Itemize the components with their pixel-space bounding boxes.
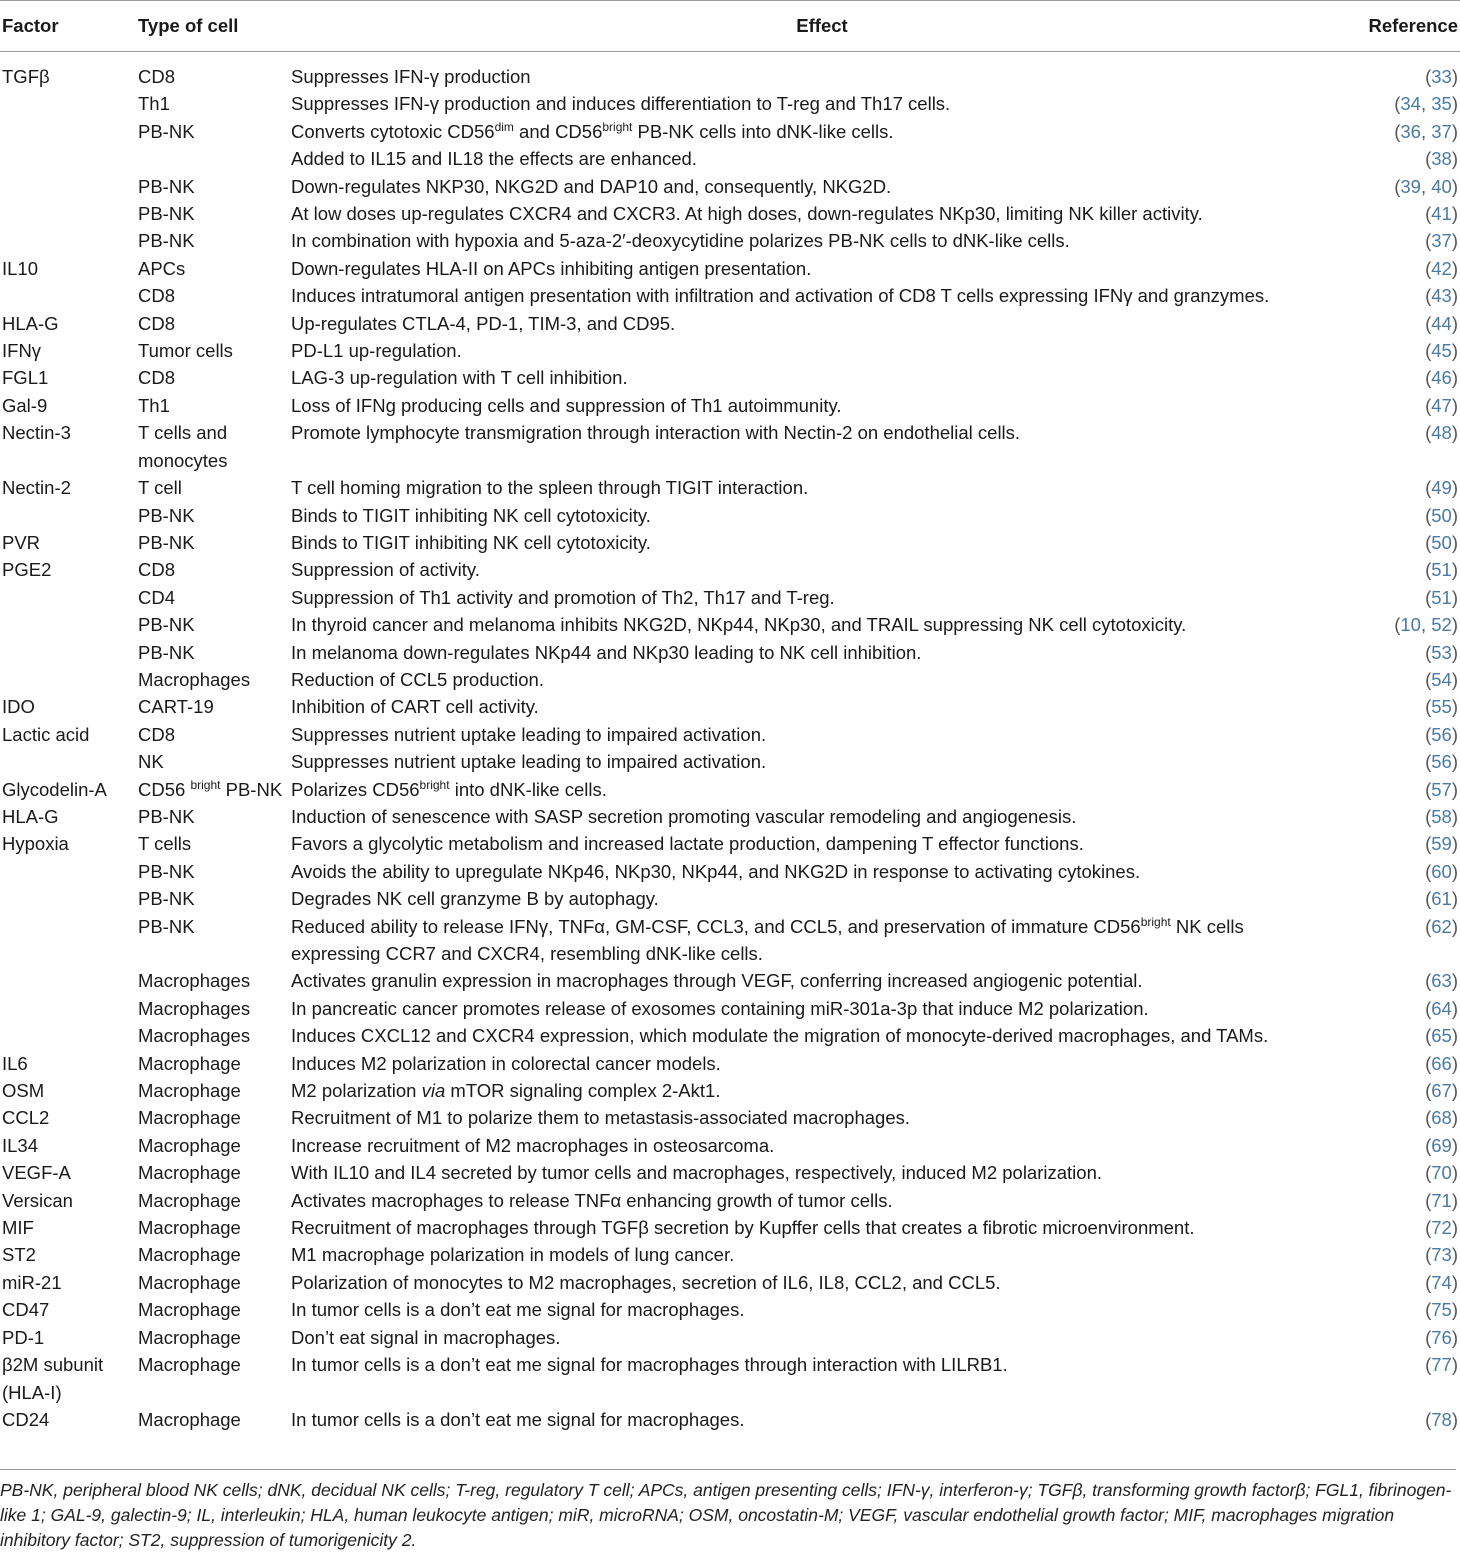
reference-link[interactable]: 68: [1431, 1107, 1452, 1129]
reference-link[interactable]: 57: [1431, 778, 1452, 800]
factor-cell: Lactic acid: [2, 723, 90, 745]
reference-cell: (67): [1425, 1080, 1458, 1102]
reference-link[interactable]: 38: [1431, 148, 1452, 170]
reference-link[interactable]: 45: [1431, 340, 1452, 362]
table-row: [0, 1406, 1460, 1438]
reference-cell: (51): [1425, 559, 1458, 581]
reference-cell: (56): [1425, 751, 1458, 773]
table-row: [0, 803, 1460, 830]
table-row: [0, 173, 1460, 200]
cell-type-cell: CD56 $^{bright}$ PB-NK: [138, 777, 283, 800]
effect-cell: PD-L1 up-regulation.: [291, 340, 462, 362]
factor-cell: IDO: [2, 696, 35, 718]
cell-type-cell: Macrophages: [138, 1025, 251, 1047]
reference-link[interactable]: 53: [1431, 641, 1452, 663]
factor-cell: TGFβ: [2, 66, 50, 87]
effect-cell: Converts cytotoxic $CD56^{dim}$ and $CD56^{bright}$ PB-NK cells into dNK-like cells.: [291, 119, 894, 142]
factor-cell: [0, 1022, 138, 1049]
reference-link[interactable]: 71: [1431, 1189, 1452, 1211]
table-row: [0, 1351, 1460, 1406]
cell-type-cell: CD8: [138, 723, 176, 745]
effect-cell: Suppresses IFN-γ production: [291, 66, 531, 87]
reference-cell: (59): [1425, 833, 1458, 855]
factor-cell: FGL1: [2, 367, 49, 389]
cell-type-cell: Th1: [138, 394, 170, 416]
table-row: [0, 63, 1460, 90]
reference-link[interactable]: 69: [1431, 1134, 1452, 1156]
cell-type-cell: CD8: [138, 312, 176, 334]
reference-cell: (72): [1425, 1217, 1458, 1239]
cell-type-cell: PB-NK: [138, 860, 195, 882]
reference-link[interactable]: 52: [1431, 614, 1452, 636]
cell-type-cell: PB-NK: [138, 614, 195, 636]
reference-cell: (77): [1425, 1354, 1458, 1376]
table-row: [0, 611, 1460, 638]
header-effect: Effect: [291, 1, 1353, 52]
effect-cell: Don’t eat signal in macrophages.: [291, 1326, 561, 1348]
factor-cell: [0, 584, 138, 611]
factor-cell: CCL2: [2, 1107, 50, 1129]
table-row: [0, 967, 1460, 994]
cell-type-cell: [138, 145, 291, 172]
reference-cell: (53): [1425, 641, 1458, 663]
reference-cell: (54): [1425, 668, 1458, 690]
cell-type-cell: Macrophage: [138, 1052, 241, 1074]
table-row: [0, 858, 1460, 885]
table-row: [0, 1187, 1460, 1214]
reference-link[interactable]: 49: [1431, 477, 1452, 499]
effect-cell: In melanoma down-regulates NKp44 and NKp30 leading to NK cell inhibition.: [291, 641, 922, 663]
reference-link[interactable]: 63: [1431, 970, 1452, 992]
effect-cell: LAG-3 up-regulation with T cell inhibition.: [291, 367, 628, 389]
reference-link[interactable]: 70: [1431, 1162, 1452, 1184]
effect-cell: Up-regulates CTLA-4, PD-1, TIM-3, and CD95.: [291, 312, 676, 334]
table-row: [0, 1104, 1460, 1131]
reference-cell: (75): [1425, 1299, 1458, 1321]
reference-cell: (68): [1425, 1107, 1458, 1129]
effect-cell: In tumor cells is a don’t eat me signal for macrophages.: [291, 1408, 745, 1430]
reference-link[interactable]: 77: [1431, 1354, 1452, 1376]
reference-cell: (38): [1425, 148, 1458, 170]
factor-cell: IL34: [2, 1134, 39, 1156]
table-row: [0, 419, 1460, 474]
reference-link[interactable]: 39: [1400, 175, 1421, 197]
reference-link[interactable]: 56: [1431, 723, 1452, 745]
cell-type-cell: T cell: [138, 477, 182, 499]
cell-type-cell: CART-19: [138, 696, 214, 718]
table-row: [0, 556, 1460, 583]
factor-cell: HLA-G: [2, 312, 59, 334]
cell-type-cell: CD8: [138, 559, 176, 581]
reference-link[interactable]: 76: [1431, 1326, 1452, 1348]
cell-type-cell: CD4: [138, 586, 176, 608]
spacer-row: [0, 52, 1460, 64]
factor-cell: ST2: [2, 1244, 36, 1266]
factor-cell: [0, 502, 138, 529]
effect-cell: In tumor cells is a don’t eat me signal for macrophages through interaction with LILRB1.: [291, 1354, 1008, 1376]
reference-link[interactable]: 62: [1431, 915, 1452, 937]
factor-cell: [0, 885, 138, 912]
cell-type-cell: Macrophage: [138, 1244, 241, 1266]
table-row: [0, 474, 1460, 501]
effect-cell: Down-regulates HLA-II on APCs inhibiting antigen presentation.: [291, 257, 812, 279]
reference-link[interactable]: 51: [1431, 559, 1452, 581]
factor-cell: [0, 858, 138, 885]
reference-cell: (74): [1425, 1271, 1458, 1293]
reference-cell: (33): [1425, 66, 1458, 87]
effect-cell: In combination with hypoxia and 5-aza-2′-deoxycytidine polarizes PB-NK cells to dNK-like cells.: [291, 230, 1070, 252]
factor-cell: [0, 90, 138, 117]
header-reference: Reference: [1353, 1, 1460, 52]
effect-cell: Reduced ability to release IFNγ, TNFα, GM-CSF, CCL3, and CCL5, and preservation of immature $CD56^{bright}$ NK cells expressing CCR7 and CXCR4, resembling dNK-like cells.: [291, 914, 1244, 964]
reference-link[interactable]: 36: [1400, 120, 1421, 142]
factor-cell: [0, 639, 138, 666]
reference-link[interactable]: 42: [1431, 257, 1452, 279]
reference-cell: (65): [1425, 1025, 1458, 1047]
cell-type-cell: CD8: [138, 66, 176, 87]
effect-cell: Binds to TIGIT inhibiting NK cell cytotoxicity.: [291, 531, 651, 553]
table-row: [0, 1022, 1460, 1049]
reference-cell: (63): [1425, 970, 1458, 992]
factor-cell: OSM: [2, 1080, 45, 1102]
factor-cell: PVR: [2, 531, 41, 553]
factor-cell: [0, 913, 138, 968]
reference-cell: (55): [1425, 696, 1458, 718]
factor-cell: CD47: [2, 1299, 50, 1321]
reference-cell: (49): [1425, 477, 1458, 499]
effect-cell: Avoids the ability to upregulate NKp46, NKp30, NKp44, and NKG2D in response to activating cytokines.: [291, 860, 1141, 882]
reference-cell: (43): [1425, 285, 1458, 307]
reference-cell: (64): [1425, 997, 1458, 1019]
cell-type-cell: Macrophage: [138, 1217, 241, 1239]
factor-cell: IL6: [2, 1052, 28, 1074]
table-row: [0, 337, 1460, 364]
reference-link[interactable]: 55: [1431, 696, 1452, 718]
cell-type-cell: Macrophage: [138, 1162, 241, 1184]
cell-type-cell: PB-NK: [138, 888, 195, 910]
cell-type-cell: PB-NK: [138, 504, 195, 526]
reference-link[interactable]: 50: [1431, 504, 1452, 526]
reference-link[interactable]: 78: [1431, 1408, 1452, 1430]
effect-cell: At low doses up-regulates CXCR4 and CXCR3. At high doses, down-regulates NKp30, limiting NK killer activity.: [291, 203, 1203, 225]
cell-type-cell: Macrophage: [138, 1134, 241, 1156]
table-row: [0, 721, 1460, 748]
factor-cell: [0, 611, 138, 638]
factor-cell: CD24: [2, 1408, 50, 1430]
reference-cell: (61): [1425, 888, 1458, 910]
effect-cell: Activates macrophages to release TNFα enhancing growth of tumor cells.: [291, 1189, 893, 1211]
effect-cell: Induces CXCL12 and CXCR4 expression, which modulate the migration of monocyte-derived macrophages, and TAMs.: [291, 1025, 1269, 1047]
reference-cell: (42): [1425, 257, 1458, 279]
effect-cell: Suppression of activity.: [291, 559, 480, 581]
reference-link[interactable]: 74: [1431, 1271, 1452, 1293]
effect-cell: Induces intratumoral antigen presentation with infiltration and activation of CD8 T cells expressing IFNγ and granzymes.: [291, 285, 1270, 307]
factor-cell: IFNγ: [2, 340, 42, 362]
effect-cell: Recruitment of macrophages through TGFβ secretion by Kupffer cells that creates a fibrotic microenvironment.: [291, 1217, 1195, 1239]
effect-cell: In tumor cells is a don’t eat me signal for macrophages.: [291, 1299, 745, 1321]
table-row: [0, 995, 1460, 1022]
table-row: [0, 748, 1460, 775]
cell-type-cell: Macrophage: [138, 1354, 241, 1376]
reference-link[interactable]: 34: [1400, 93, 1421, 115]
effect-cell: With IL10 and IL4 secreted by tumor cells and macrophages, respectively, induced M2 polarization.: [291, 1162, 1103, 1184]
effect-cell: Induces M2 polarization in colorectal cancer models.: [291, 1052, 721, 1074]
factor-cell: [0, 145, 138, 172]
effect-cell: Suppresses nutrient uptake leading to impaired activation.: [291, 723, 767, 745]
reference-link[interactable]: 33: [1431, 66, 1452, 87]
factor-cell: Glycodelin-A: [2, 778, 107, 800]
cell-type-cell: Macrophage: [138, 1107, 241, 1129]
reference-link[interactable]: 66: [1431, 1052, 1452, 1074]
effect-cell: Polarization of monocytes to M2 macrophages, secretion of IL6, IL8, CCL2, and CCL5.: [291, 1271, 1001, 1293]
cell-type-cell: Tumor cells: [138, 340, 233, 362]
factor-cell: [0, 173, 138, 200]
reference-link[interactable]: 72: [1431, 1217, 1452, 1239]
effect-cell: Reduction of CCL5 production.: [291, 668, 544, 690]
header-factor: Factor: [0, 1, 138, 52]
effect-cell: Polarizes $CD56^{bright}$ into dNK-like cells.: [291, 777, 607, 800]
reference-link[interactable]: 64: [1431, 997, 1452, 1019]
table-row: [0, 1159, 1460, 1186]
reference-cell: (78): [1425, 1408, 1458, 1430]
cell-type-cell: PB-NK: [138, 641, 195, 663]
effect-cell: Binds to TIGIT inhibiting NK cell cytotoxicity.: [291, 504, 651, 526]
effect-cell: M1 macrophage polarization in models of lung cancer.: [291, 1244, 735, 1266]
table-row: [0, 502, 1460, 529]
effect-cell: Degrades NK cell granzyme B by autophagy.: [291, 888, 659, 910]
effect-cell: M2 polarization via mTOR signaling complex 2-Akt1.: [291, 1080, 721, 1102]
reference-link[interactable]: 65: [1431, 1025, 1452, 1047]
reference-cell: (69): [1425, 1134, 1458, 1156]
reference-link[interactable]: 61: [1431, 888, 1452, 910]
cell-type-cell: Macrophage: [138, 1408, 241, 1430]
cell-type-cell: Macrophage: [138, 1189, 241, 1211]
reference-cell: (70): [1425, 1162, 1458, 1184]
factor-cell: [0, 227, 138, 254]
cell-type-cell: Macrophage: [138, 1271, 241, 1293]
reference-link[interactable]: 73: [1431, 1244, 1452, 1266]
factor-cell: [0, 995, 138, 1022]
reference-link[interactable]: 67: [1431, 1080, 1452, 1102]
reference-cell: (51): [1425, 586, 1458, 608]
reference-cell: (58): [1425, 805, 1458, 827]
reference-cell: (50): [1425, 504, 1458, 526]
reference-cell: (45): [1425, 340, 1458, 362]
table-row: [0, 364, 1460, 391]
table-row: [0, 1296, 1460, 1323]
reference-link[interactable]: 37: [1431, 230, 1452, 252]
reference-link[interactable]: 75: [1431, 1299, 1452, 1321]
reference-link[interactable]: 47: [1431, 394, 1452, 416]
reference-link[interactable]: 40: [1431, 175, 1452, 197]
cell-type-cell: Macrophage: [138, 1326, 241, 1348]
table-row: [0, 145, 1460, 172]
effect-cell: Recruitment of M1 to polarize them to metastasis-associated macrophages.: [291, 1107, 911, 1129]
effect-cell: Inhibition of CART cell activity.: [291, 696, 539, 718]
reference-link[interactable]: 54: [1431, 668, 1452, 690]
table-body: [0, 52, 1460, 1439]
effect-cell: Promote lymphocyte transmigration through interaction with Nectin-2 on endothelial cells.: [291, 422, 1021, 444]
cell-type-cell: T cells and monocytes: [138, 422, 228, 471]
reference-link[interactable]: 43: [1431, 285, 1452, 307]
factor-cell: VEGF-A: [2, 1162, 71, 1184]
reference-cell: (47): [1425, 394, 1458, 416]
factor-cell: β2M subunit (HLA-I): [2, 1354, 104, 1403]
table-footnote: PB-NK, peripheral blood NK cells; dNK, decidual NK cells; T-reg, regulatory T cell; APCs, antigen presenting cells; IFN-γ, interferon-γ; TGFβ, transforming growth factorβ; FGL1, fibrinogen-like 1; GAL-9, galectin-9; IL, interleukin; HLA, human leukocyte antigen; miR, microRNA; OSM, oncostatin-M; VEGF, vascular endothelial growth factor; MIF, macrophages migration inhibitory factor; ST2, suppression of tumorigenicity 2.: [0, 1469, 1456, 1553]
table-row: [0, 282, 1460, 309]
reference-cell: (62): [1425, 915, 1458, 937]
cell-type-cell: APCs: [138, 257, 186, 279]
factor-cell: miR-21: [2, 1271, 62, 1293]
reference-cell: (73): [1425, 1244, 1458, 1266]
table-row: [0, 693, 1460, 720]
table-row: [0, 666, 1460, 693]
effect-cell: Down-regulates NKP30, NKG2D and DAP10 and, consequently, NKG2D.: [291, 175, 892, 197]
reference-cell: (37): [1425, 230, 1458, 252]
factor-cell: Nectin-3: [2, 422, 71, 444]
factor-cell: Hypoxia: [2, 833, 69, 855]
reference-cell: (56): [1425, 723, 1458, 745]
reference-cell: (71): [1425, 1189, 1458, 1211]
reference-cell: (10, 52): [1394, 614, 1458, 636]
reference-link[interactable]: 41: [1431, 203, 1452, 225]
table-row: [0, 118, 1460, 145]
factor-cell: [0, 118, 138, 145]
reference-link[interactable]: 58: [1431, 805, 1452, 827]
cell-type-cell: Macrophages: [138, 997, 251, 1019]
header-type-of-cell: Type of cell: [138, 1, 291, 52]
factor-cell: Gal-9: [2, 394, 48, 416]
table-row: [0, 90, 1460, 117]
cell-type-cell: PB-NK: [138, 531, 195, 553]
reference-link[interactable]: 44: [1431, 312, 1452, 334]
cell-type-cell: T cells: [138, 833, 192, 855]
header-row: [0, 1, 1460, 52]
factor-cell: [0, 967, 138, 994]
table-row: [0, 830, 1460, 857]
reference-cell: (76): [1425, 1326, 1458, 1348]
reference-cell: (48): [1425, 422, 1458, 444]
table-row: [0, 200, 1460, 227]
reference-link[interactable]: 35: [1431, 93, 1452, 115]
factor-cell: [0, 282, 138, 309]
cell-type-cell: PB-NK: [138, 203, 195, 225]
cell-type-cell: Macrophage: [138, 1080, 241, 1102]
effect-cell: Loss of IFNg producing cells and suppression of Th1 autoimmunity.: [291, 394, 842, 416]
factor-cell: [0, 666, 138, 693]
cell-type-cell: CD8: [138, 285, 176, 307]
cell-type-cell: Macrophages: [138, 668, 251, 690]
reference-link[interactable]: 46: [1431, 367, 1452, 389]
factor-cell: PD-1: [2, 1326, 45, 1348]
effect-cell: Induction of senescence with SASP secretion promoting vascular remodeling and angiogenesis.: [291, 805, 1077, 827]
effect-cell: Suppression of Th1 activity and promotion of Th2, Th17 and T-reg.: [291, 586, 835, 608]
table-row: [0, 1050, 1460, 1077]
reference-link[interactable]: 37: [1431, 120, 1452, 142]
table-row: [0, 310, 1460, 337]
table-row: [0, 1132, 1460, 1159]
factor-cell: Versican: [2, 1189, 73, 1211]
cell-type-cell: Macrophage: [138, 1299, 241, 1321]
effect-cell: T cell homing migration to the spleen through TIGIT interaction.: [291, 477, 809, 499]
table-row: [0, 227, 1460, 254]
table-row: [0, 1324, 1460, 1351]
cell-type-cell: Th1: [138, 93, 170, 115]
table-row: [0, 1214, 1460, 1241]
cell-type-cell: PB-NK: [138, 120, 195, 142]
reference-cell: (50): [1425, 531, 1458, 553]
cell-type-cell: PB-NK: [138, 175, 195, 197]
reference-link[interactable]: 59: [1431, 833, 1452, 855]
table-row: [0, 392, 1460, 419]
effect-cell: In thyroid cancer and melanoma inhibits NKG2D, NKp44, NKp30, and TRAIL suppressing NK cell cytotoxicity.: [291, 614, 1187, 636]
reference-link[interactable]: 56: [1431, 751, 1452, 773]
factor-cell: Nectin-2: [2, 477, 71, 499]
reference-cell: (46): [1425, 367, 1458, 389]
table-row: [0, 913, 1460, 968]
factor-cell: IL10: [2, 257, 39, 279]
reference-cell: (44): [1425, 312, 1458, 334]
effect-cell: Added to IL15 and IL18 the effects are enhanced.: [291, 148, 697, 170]
reference-link[interactable]: 10: [1400, 614, 1421, 636]
table-row: [0, 584, 1460, 611]
cell-type-cell: CD8: [138, 367, 176, 389]
cell-type-cell: NK: [138, 751, 164, 773]
factor-cell: HLA-G: [2, 805, 59, 827]
table-row: [0, 885, 1460, 912]
factor-cell: PGE2: [2, 559, 52, 581]
effect-cell: Increase recruitment of M2 macrophages in osteosarcoma.: [291, 1134, 775, 1156]
reference-cell: (34, 35): [1394, 93, 1458, 115]
factor-cell: [0, 200, 138, 227]
reference-link[interactable]: 50: [1431, 531, 1452, 553]
reference-link[interactable]: 48: [1431, 422, 1452, 444]
cell-type-cell: PB-NK: [138, 230, 195, 252]
reference-cell: (66): [1425, 1052, 1458, 1074]
table-row: [0, 1269, 1460, 1296]
effect-cell: Suppresses nutrient uptake leading to impaired activation.: [291, 751, 767, 773]
effect-cell: Favors a glycolytic metabolism and increased lactate production, dampening T effector functions.: [291, 833, 1084, 855]
reference-link[interactable]: 60: [1431, 860, 1452, 882]
cell-type-cell: PB-NK: [138, 915, 195, 937]
effect-cell: Suppresses IFN-γ production and induces differentiation to T-reg and Th17 cells.: [291, 93, 951, 115]
reference-cell: (36, 37): [1394, 120, 1458, 142]
effect-cell: Activates granulin expression in macrophages through VEGF, conferring increased angiogenic potential.: [291, 970, 1143, 992]
reference-cell: (57): [1425, 778, 1458, 800]
table-row: [0, 1241, 1460, 1268]
table-row: [0, 255, 1460, 282]
factor-cell: MIF: [2, 1217, 34, 1239]
table-row: [0, 776, 1460, 803]
reference-cell: (39, 40): [1394, 175, 1458, 197]
table-row: [0, 529, 1460, 556]
table-row: [0, 1077, 1460, 1104]
reference-cell: (60): [1425, 860, 1458, 882]
reference-cell: (41): [1425, 203, 1458, 225]
reference-link[interactable]: 51: [1431, 586, 1452, 608]
cell-type-cell: PB-NK: [138, 805, 195, 827]
cell-type-cell: Macrophages: [138, 970, 251, 992]
effect-cell: In pancreatic cancer promotes release of exosomes containing miR-301a-3p that induce M2 polarization.: [291, 997, 1149, 1019]
table-row: [0, 639, 1460, 666]
factor-cell: [0, 748, 138, 775]
